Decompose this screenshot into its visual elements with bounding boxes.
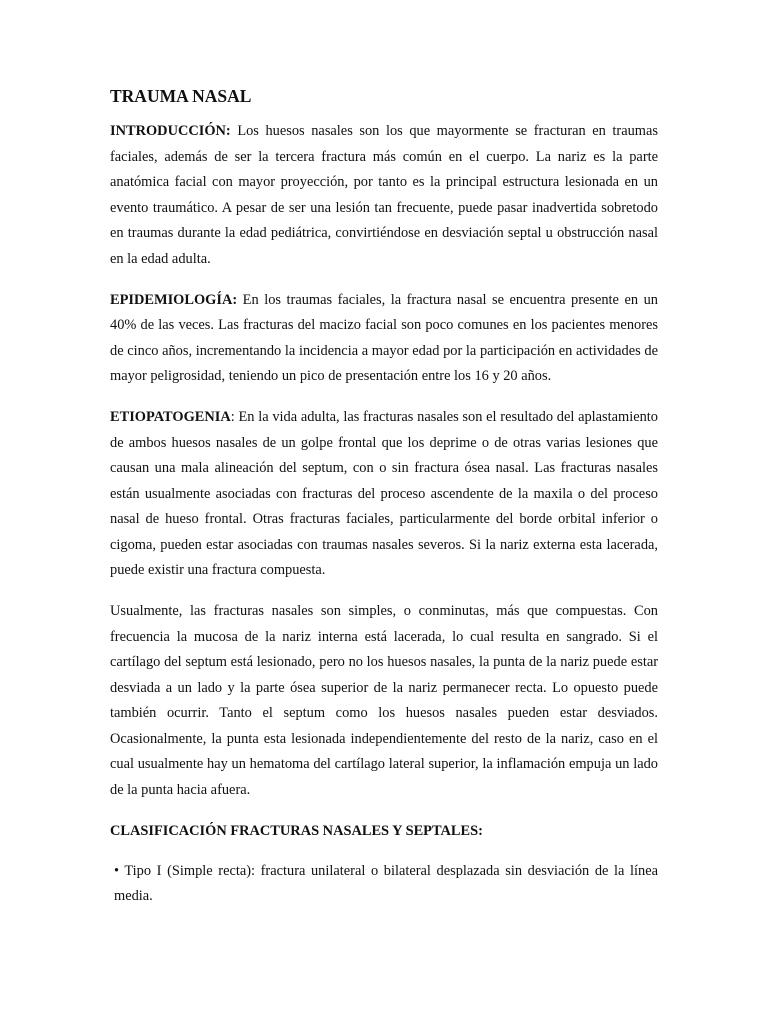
- classification-heading: CLASIFICACIÓN FRACTURAS NASALES Y SEPTALES:: [110, 822, 483, 839]
- intro-heading: INTRODUCCIÓN:: [110, 123, 231, 139]
- classification-item-type-1: • Tipo I (Simple recta): fractura unilateral o bilateral desplazada sin desviación de la línea media.: [114, 862, 658, 904]
- epidemiology-text: En los traumas faciales, la fractura nasal se encuentra presente en un 40% de las veces. Las fracturas del macizo facial son poco comunes en los pacientes menores de cinco años, incrementando la incidencia a mayor edad por la participación en actividades de mayor peligrosidad, teniendo un pico de presentación entre los 16 y 20 años.: [110, 291, 658, 384]
- document-title: TRAUMA NASAL: [110, 86, 252, 106]
- epidemiology-heading: EPIDEMIOLOGÍA:: [110, 291, 238, 308]
- etiopathogeny-text: : En la vida adulta, las fracturas nasales son el resultado del aplastamiento de ambos huesos nasales de un golpe frontal que los deprime o de otras varias lesiones que causan una mala alineación del septum, con o sin fractura ósea nasal. Las fracturas nasales están usualmente asociadas con fracturas del proceso ascendente de la maxila o del proceso nasal de hueso frontal. Otras fracturas faciales, particularmente del borde orbital inferior o cigoma, pueden estar asociadas con traumas nasales severos. Si la nariz externa esta lacerada, puede existir una fractura compuesta.: [110, 409, 658, 578]
- etiopathogeny-heading: ETIOPATOGENIA: [110, 409, 231, 425]
- usually-paragraph: Usualmente, las fracturas nasales son simples, o conminutas, más que compuestas. Con frecuencia la mucosa de la nariz interna está lacerada, lo cual resulta en sangrado. Si el cartílago del septum está lesionado, pero no los huesos nasales, la punta de la nariz puede estar desviada a un lado y la parte ósea superior de la nariz permanecer recta. Lo opuesto puede también ocurrir. Tanto el septum como los huesos nasales pueden estar desviados. Ocasionalmente, la punta esta lesionada independientemente del resto de la nariz, caso en el cual usualmente hay un hematoma del cartílago lateral superior, la inflamación empuja un lado de la punta hacia afuera.: [110, 603, 658, 798]
- epidemiology-paragraph: [110, 288, 658, 390]
- intro-paragraph: [110, 119, 658, 272]
- etiopathogeny-paragraph: [110, 405, 658, 584]
- document-page: [110, 84, 658, 910]
- intro-text: Los huesos nasales son los que mayormente se fracturan en traumas faciales, además de ser la tercera fractura más común en el cuerpo. La nariz es la parte anatómica facial con mayor proyección, por tanto es la principal estructura lesionada en un evento traumático. A pesar de ser una lesión tan frecuente, puede pasar inadvertida sobretodo en traumas durante la edad pediátrica, convirtiéndose en desviación septal u obstrucción nasal en la edad adulta.: [110, 123, 658, 267]
